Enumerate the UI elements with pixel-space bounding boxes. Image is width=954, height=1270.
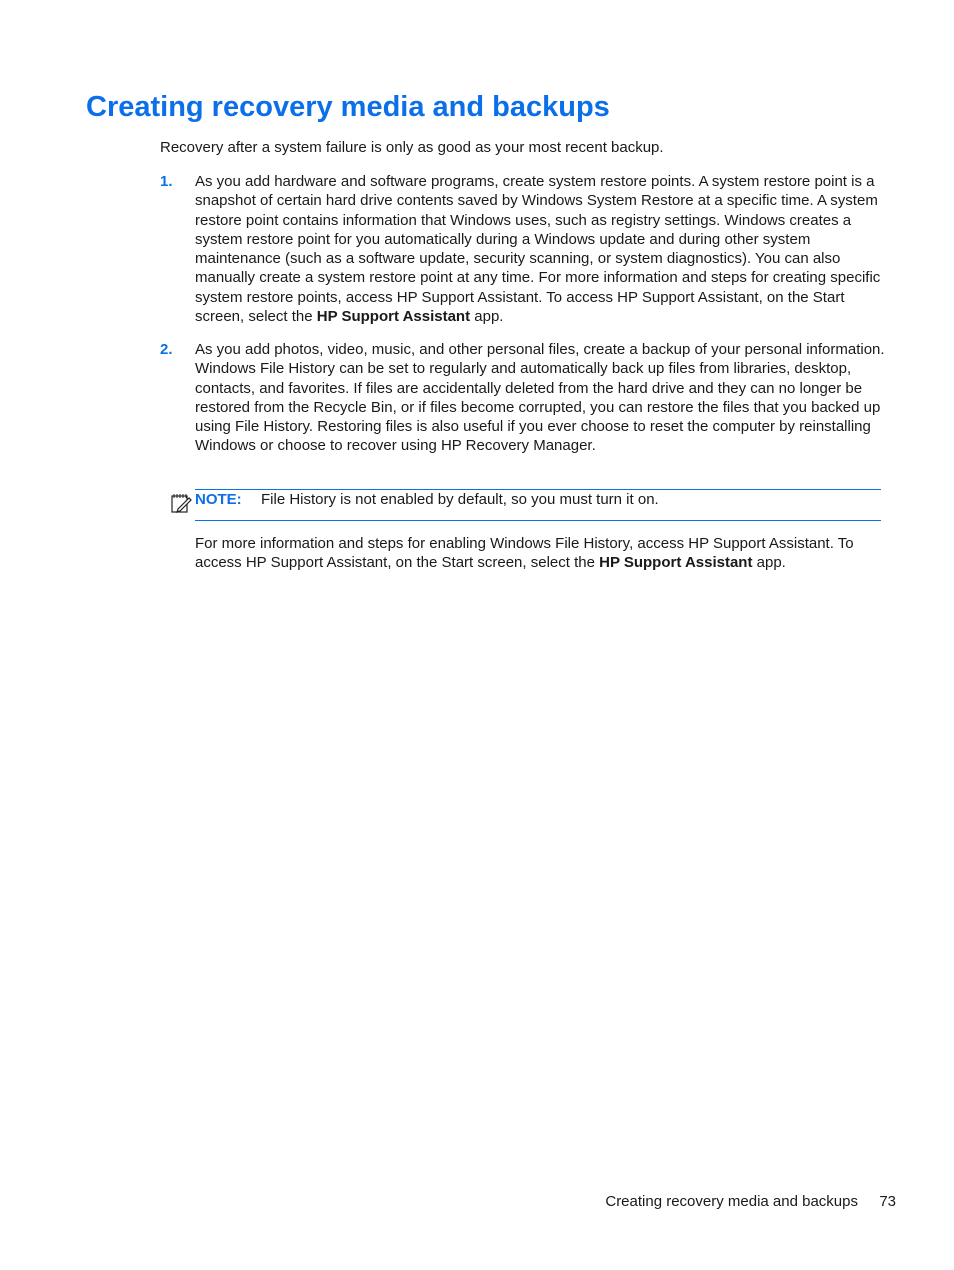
- page-title: Creating recovery media and backups: [86, 91, 610, 123]
- followup-text-part: For more information and steps for enabling Windows File History, access HP Support Assistant. To access HP Support Assistant, on the Start screen, select the: [195, 535, 854, 572]
- step-text: As you add photos, video, music, and other personal files, create a backup of your personal information. Windows File History can be set to regularly and automatically back up files from libraries, desktop, contacts, and favorites. If files are accidentally deleted from the hard drive and they can no longer be restored from the Recycle Bin, or if files become corrupted, you can restore the files that you backed up using File History. Restoring files is also useful if you ever choose to reset the computer by reinstalling Windows or choose to recover using HP Recovery Manager.: [195, 341, 885, 455]
- followup-text-part: app.: [752, 554, 786, 572]
- footer-section-title: Creating recovery media and backups: [605, 1193, 858, 1210]
- page-number: 73: [879, 1193, 896, 1210]
- step-number: 1.: [160, 173, 173, 190]
- note-pencil-icon: [170, 492, 192, 514]
- step-text-part: app.: [470, 308, 504, 326]
- note-label: NOTE:: [195, 491, 242, 508]
- step-text-part: As you add hardware and software programs, create system restore points. A system restore point is a snapshot of certain hard drive contents saved by Windows System Restore at a specific time. A system restore point contains information that Windows uses, such as registry settings. Windows creates a system restore point for you automatically during a Windows update and during other system maintenance (such as a software update, security scanning, or system diagnostics). You can also manually create a system restore point at any time. For more information and steps for creating specific system restore points, access HP Support Assistant. To access HP Support Assistant, on the Start screen, select the: [195, 173, 881, 326]
- step-text: [195, 172, 885, 326]
- followup-paragraph: [195, 534, 890, 573]
- step-number: 2.: [160, 341, 173, 358]
- note-box: [195, 489, 881, 521]
- intro-paragraph: Recovery after a system failure is only as good as your most recent backup.: [160, 139, 664, 156]
- step-text-bold: HP Support Assistant: [316, 308, 471, 326]
- note-text: File History is not enabled by default, so you must turn it on.: [261, 491, 659, 508]
- followup-text-bold: HP Support Assistant: [599, 554, 753, 572]
